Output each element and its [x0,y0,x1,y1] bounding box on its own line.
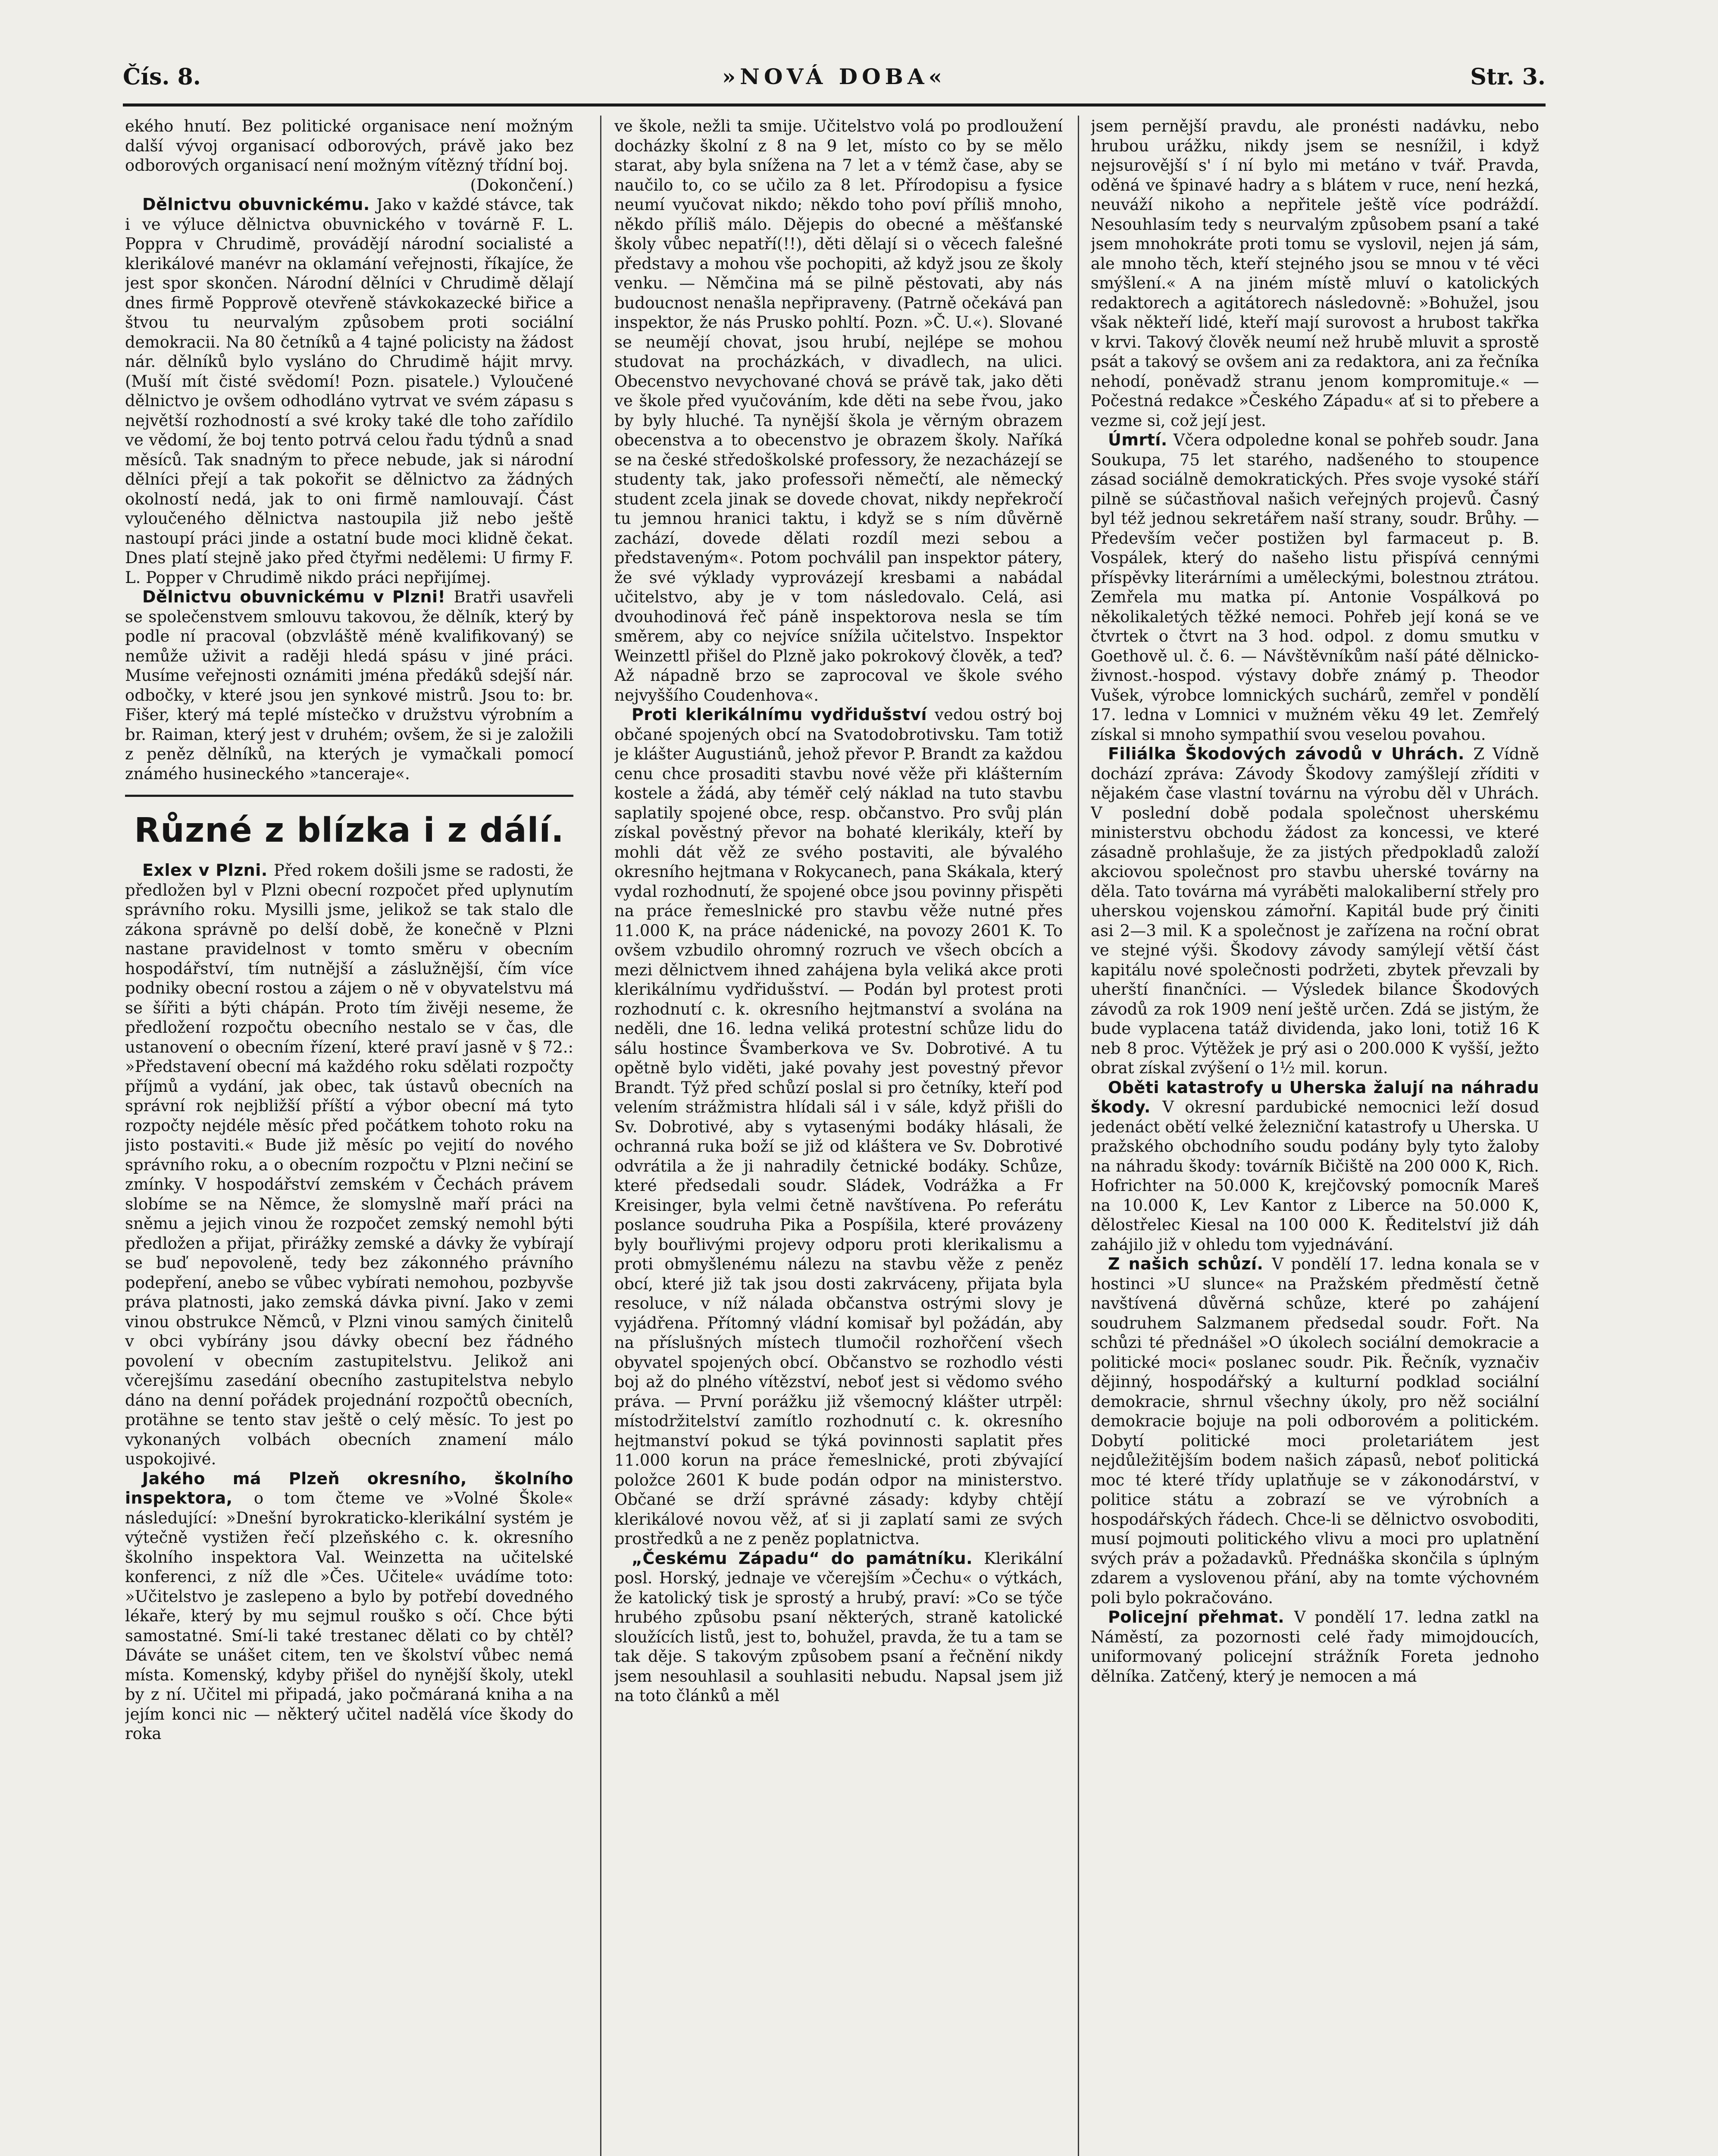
column-divider [1078,116,1079,2156]
article-skoda [1091,744,1539,1078]
article-heading: Úmrtí. [1108,430,1173,449]
article-heading: Dělnictvu obuvnickému v Plzni! [142,587,454,606]
article-text: V pondělí 17. ledna konala se v hostinci »U slunce« na Pražském předměstí četně navštívená důvěrná schůze, které po zahájení soudruhem Salzmanem předsedal soudr. Fořt. Na schůzi té přednášel »O úkolech sociální demokracie a politické moci« poslanec soudr. Pik. Řečník, vyznačiv dějinný, hospodářský a kulturní podklad sociální demokracie, shrnul všechny úkoly, pro něž sociální demokracie bojuje na poli odborovém a politickém. Dobytí politické moci proletariátem jest nejdůležitějším bodem našich zápasů, neboť politická moc té které třídy uplatňuje se v zákonodárství, v politice státu a zobrazí se ve výrobních a hospodářských řádech. Chce-li se dělnictvo osvoboditi, musí pojmouti politického vlivu a moci pro uplatnění svých práv a požadavků. Přednáška skončila s úplným zdarem a vyslovenou přání, aby na tomte výchovném poli bylo pokračováno. [1091,1255,1539,1607]
article-text: vedou ostrý boj občané spojených obcí na Svatodobrotivsku. Tam totiž je klášter Augustiánů, jehož převor P. Brandt za každou cenu chce prosaditi stavbu nové věže při klášterním kostele a žádá, aby téměř celý náklad na tuto stavbu saplatily spojené obce, resp. občanstvo. Pro svůj plán získal pověstný převor na bohaté klerikály, kteří by mohli dát věž ze svého postaviti, ale bývalého okresního hejtmana v Rokycanech, pana Skákala, který vydal rozhodnutí, že spojené obce jsou povinny přispěti na práce řemeslnické pro stavbu věže nutné přes 11.000 K, na práce nádenické, na povozy 2601 K. To ovšem vzbudilo ohromný rozruch ve všech obcích a mezi dělnictvem ihned zahájena byla veliká akce proti klerikálnímu vydřidušství. — Podán byl protest proti rozhodnutí c. k. okresního hejtmanství a svolána na neděli, dne 16. ledna veliká protestní schůze lidu do sálu hostince Švamberkova ve Sv. Dobrotivé. A tu opětně bylo viděti, jaké povahy jest povestný převor Brandt. Týž před schůzí poslal si pro četníky, kteří pod velením strážmistra hlídali sál i v sále, když přišli do Sv. Dobrotivé, aby s vytasenými bodáky hlásali, že ochranná ruka boží se již od kláštera ve Sv. Dobrotivé odvrátila a že ji nahradily četnické bodáky. Schůze, které předsedali soudr. Sládek, Vodrážka a Fr Kreisinger, byla velmi četně navštívena. Po referátu poslance soudruha Pika a Pospíšila, které provázeny byly bouřlivými projevy odporu proti klerikalismu a proti obmyšlenému nálezu na stavbu věže z peněz obcí, které již tak jsou dosti zakrváceny, přijata byla resoluce, v níž nálada občanstva ostrými slovy je vyjádřena. Přítomný vládní komisař byl požádán, aby na příslušných místech tlumočil rozhořčení všech obyvatel spojených obcí. Občanstvo se rozhodlo vésti boj až do plného vítězství, neboť jest si vědomo svého práva. — První porážku již všemocný klášter utrpěl: místodržitelství zamítlo rozhodnutí c. k. okresního hejtmanství pokud se týká povinnosti saplatit přes 11.000 korun na práce řemeslnické, proti zbývající položce 2601 K bude podán odpor na ministerstvo. Občané se drží správné zásady: kdyby chtějí klerikálové novou věž, ať si ji zaplatí sami ze svých prostředků a ne z peněz poplatnictva. [614,705,1063,1548]
article-text: V okresní pardubické nemocnici leží dosud jedenáct obětí velké železniční katastrofy u Uherska. U pražského obchodního soudu podány byly tyto žaloby na náhradu škody: továrník Bičiště na 200 000 K, Rich. Hofrichter na 50.000 K, krejčovský pomocník Mareš na 10.000 K, Lev Kantor z Liberce na 50.000 K, dělostřelec Kiesal na 100 000 K. Ředitelství již dáh zahájilo již v ohledu tom vyjednávání. [1091,1098,1539,1254]
column-3 [1091,116,1539,2156]
article-umrti [1091,430,1539,744]
article-vydridusstvi [614,705,1063,1549]
column-1 [125,116,573,2156]
article-text: Klerikální posl. Horský, jednaje ve včerejším »Čechu« o výtkách, že katolický tisk je sprostý a hrubý, praví: »Co se týče hrubého způsobu psaní některých, straně katolické sloužících listů, jest to, bohužel, pravda, že tu a tam se tak děje. S takovým způsobem psaní a řečnění nikdy jsem nesouhlasil a souhlasiti nebudu. Napsal jsem již na toto článků a měl [614,1549,1063,1705]
article-text: Bratři usavřeli se společenstvem smlouvu takovou, že dělník, který by podle ní pracoval (obzvláště méně kvalifikovaný) se nemůže uživit a raději hledá spásu v jiné práci. Musíme veřejnosti oznámiti jména předáků sdejší nár. odbočky, v které jsou jen synkové mistrů. Jsou to: br. Fišer, který má teplé místečko v družstvu výrobním a br. Raiman, který jest v druhém; ovšem, že si je založili z peněz dělníků, na kterých je vymačkali pomocí známého husineckého »tanceraje«. [125,588,573,783]
article-heading: Proti klerikálnímu vydřidušství [632,705,935,724]
article-heading: Exlex v Plzni. [142,861,274,880]
paragraph: jsem pernější pravdu, ale pronésti nadávku, nebo hrubou urážku, nikdy jsem se nesnížil, i když nejsurovější s' í ní bylo mi metáno v tvář. Pravda, oděná ve špinavé hadry a s blátem v ruce, není hezká, neuváží nikoho a nepřitele ještě více podráždí. Nesouhlasím tedy s neurvalým způsobem psaní a také jsem mnohokráte proti tomu se vyslovil, nejen já sám, ale mnoho těch, kteří stejného jsou se mnou v té věci smýšlení.« A na jiném místě mluví o katolických redaktorech a agitátorech následovně: »Bohužel, jsou však někteří lidé, kteří mají surovost a hrubost takřka v krvi. Takový člověk neumí než hrubě mluvit a sprostě psát a takový se ovšem ani za redaktora, ani za řečníka nehodí, poněvadž stranu jenom kompromituje.« — Počestná redakce »Českého Západu« ať si to přebere a vezme si, což její jest. [1091,117,1539,430]
article-heading: Dělnictvu obuvnickému. [142,195,377,214]
column-2 [614,116,1063,2156]
article-heading: Filiálka Škodových závodů v Uhrách. [1108,744,1474,763]
article-text: Před rokem došili jsme se radosti, že předložen byl v Plzni obecní rozpočet před uplynutím správního roku. Mysilli jsme, jelikož se tak stalo dle zákona správně po delší době, že konečně v Plzni nastane pravidelnost v tomto směru v obecním hospodářství, tím nutnější a záslužnější, čím více podniky obecní rostou a zájem o ně v obyvatelstvu má se šířiti a býti chápán. Proto tím živěji neseme, že předložení rozpočtu obecního nestalo se v čas, dle ustanovení o obecním řízení, které praví jasně v § 72.: »Představení obecní má každého roku sdělati rozpočty příjmů a vydání, jak obec, tak ústavů obecních na správní rok nejbližší příští a výbor obecní má tyto rozpočty nejdéle měsíc před počátkem tohoto roku na jisto postaviti.« Bude již měsíc po vejití do nového správního roku, a o obecním rozpočtu v Plzni nečiní se zmínky. V hospodářství zemském v Čechách právem slobíme se na Němce, že slomyslně maří práci na sněmu a jejich vinou že rozpočet zemský nemohl býti předložen a přijat, přirážky zemské a dávky že vybírají se buď nepovoleně, tedy bez zákonného právního podepření, anebo se vůbec vybírati nemohou, pozbyvše práva platnosti, jako zemská dávka pivní. Jako v zemi vinou obstrukce Němců, v Plzni vinou samých činitelů v obci vybírány jsou dávky obecní bez řádného povolení v obecním zastupitelstvu. Jelikož ani včerejšímu zasedání obecního zastupitelstva nebylo dáno na denní pořádek projednání rozpočtů obecních, protähne se tento stav ještě o celý měsíc. To jest po vykonaných volbách obecních znamení málo uspokojivé. [125,861,573,1468]
article-heading: Policejní přehmat. [1108,1608,1294,1626]
article-text: Z Vídně dochází zpráva: Závody Škodovy zamýšlejí zříditi v nějakém čase vlastní továrnu na výrobu děl v Uhrách. V poslední době podala společnost uherskému ministerstvu obchodu žádost za koncessi, ve které zásadně prohlašuje, že za jistých předpokladů založí akciovou společnost pro stavbu uherské továrny na děla. Tato továrna má vyráběti malokaliberní střely pro uherskou vojenskou zámořní. Kapitál bude prý činiti asi 2—3 mil. K a společnost je zařízena na roční obrat ve stejné výši. Škodovy závody samýlejí větší část kapitálu nové společnosti podržeti, zbytek převzali by uherští finančníci. — Výsledek bilance Škodových závodů za rok 1909 není ještě určen. Zdá se jistým, že bude vyplacena tatáž dividenda, jako loni, totiž 16 K neb 8 proc. Výtěžek je prý asi o 200.000 K vyšší, ježto obrat získal zvýšení o 1½ mil. korun. [1091,745,1539,1077]
column-divider [600,116,601,2156]
article-schuze [1091,1254,1539,1608]
article-delnictvu-obuvnickemu [125,195,573,587]
paragraph [125,116,573,175]
paragraph-text: ekého hnutí. Bez politické organisace není možným další vývoj organisací odborových, právě jako bez odborových organisací není možným vítězný třídní boj. [125,117,573,175]
section-title: Různé z blízka i z dálí. [134,811,564,850]
article-inspektor [125,1469,573,1744]
article-heading: Z našich schůzí. [1108,1254,1272,1273]
article-katastrofa [1091,1078,1539,1255]
article-cesky-zapad [614,1549,1063,1706]
page-number: Str. 3. [1470,64,1546,90]
article-obuvnici-plzen [125,587,573,783]
article-text: Včera odpoledne konal se pohřeb soudr. Jana Soukupa, 75 let starého, nadšeného to stoupence zásad sociálně demokratických. Přes svoje vysoké stáří pilně se súčastňoval našich veřejných projevů. Časný byl též jednou sekretářem naší strany, soudr. Brůhy. — Především večer postižen byl farmaceut p. B. Vospálek, který do našeho listu přispívá cennými příspěvky literárními a uměleckými, bolestnou ztrátou. Zemřela mu matka pí. Antonie Vospálková po několikaletých těžké nemoci. Pohřeb její koná se ve čtvrtek o čtvrt na 3 hod. odpol. z domu smutku v Goethově ul. č. 6. — Návštěvníkům naší páté dělnicko-živnost.-hospod. výstavy dobře známý p. Theodor Vušek, výrobce lomnických suchárů, zemřel v pondělí 17. ledna v Lomnici v mužném věku 49 let. Zemřelý získal si mnoho sympathií svou veselou povahou. [1091,431,1539,744]
article-heading: Jakého má Plzeň okresního, školního inspektora, [125,1469,573,1507]
header-rule [123,103,1546,107]
article-heading: „Českému Západu“ do památníku. [632,1548,984,1568]
continuation-note: (Dokončení.) [470,175,573,194]
page-header [123,60,1546,108]
article-text: V pondělí 17. ledna zatkl na Náměstí, za pozornosti celé řady mimojdoucích, uniformovaný policejní strážník Foreta jednoho dělníka. Zatčený, který je nemocen a má [1091,1608,1539,1686]
article-policejni-prehmat [1091,1608,1539,1686]
issue-number: Čís. 8. [123,64,201,90]
article-exlex [125,861,573,1469]
article-text: Jako v každé stávce, tak i ve výluce dělnictva obuvnického v továrně F. L. Poppra v Chrudimě, provádějí národní socialisté a klerikálové manévr na oklamání veřejnosti, říkajíce, že jest spor skončen. Národní dělníci v Chrudimě dělají dnes firmě Popprově otevřeně stávkokazecké biřice a štvou tu neurvalým způsobem proti sociální demokracii. Na 80 četníků a 4 tajné policisty na žádost nár. dělníků bylo vysláno do Chrudimě hájit mrvy. (Muší mít čisté svědomí! Pozn. pisatele.) Vyloučené dělnictvo je ovšem odhodláno vytrvat ve svém zápasu s největší rozhodností a své kroky také dle toho zařídilo ve vědomí, že boj tento potrvá celou řadu týdnů a snad měsíců. Tak snadným to přece nebude, jak si národní dělníci přejí a tak pokořit se dělnictvo za žádných okolností nedá, jak to oni firmě namlouvají. Část vyloučeného dělnictva nastoupila již nebo ještě nastoupí práci jinde a ostatní bude moci klidně čekat. Dnes platí stejně jako před čtyřmi nedělemi: U firmy F. L. Popper v Chrudimě nikdo práci nepřijímej. [125,195,573,587]
masthead-title: »NOVÁ DOBA« [722,64,946,89]
article-heading: Oběti katastrofy u Uherska žalují na náhradu škody. [1091,1078,1539,1116]
article-text: o tom čteme ve »Volné Škole« následující: »Dnešní byrokraticko-klerikální systém je výtečně vystižen řečí plzeňského c. k. okresního školního inspektora Val. Weinzetta na učitelské konferenci, z níž dle »Čes. Učitele« uvádíme toto: »Učitelstvo je zaslepeno a bylo by potřebí dovedného lékaře, který by mu sejmul rouško s očí. Chce býti samostatné. Smí-li také trestanec dělati co by chtěl? Dáváte se unášet citem, ten ve školství vůbec nemá místa. Komenský, kdyby přišel do nynější školy, utekl by z ní. Učitel mi připadá, jako počmáraná kniha a na jejím konci nic — některý učitel nadělá více škody do roka [125,1489,573,1743]
paragraph: ve škole, nežli ta smije. Učitelstvo volá po prodloužení docházky školní z 8 na 9 let, místo co by se mělo starat, aby byla snížena na 7 let a v témž čase, aby se naučilo to, co se učilo za 8 let. Přírodopisu a fysice neumí vyučovat nikdo; někdo toho poví příliš mnoho, někdo příliš málo. Dějepis do obecné a měšťanské školy vůbec nepatří(!!), děti dělají si o věcech falešné představy a mohou vše pochopiti, až když jsou ze školy venku. — Němčina má se pilně pěstovati, aby nás budoucnost nenašla nepřipraveny. (Patrně očekává pan inspektor, že nás Prusko pohltí. Pozn. »Č. U.«). Slované se neumějí chovat, jsou hrubí, nejlépe se mohou studovat na procházkách, v divadlech, na ulici. Obecenstvo nevychované chová se právě tak, jako děti ve škole před vyučováním, kde děti na sebe řvou, jako by byly hluché. Ta nynější škola je věrným obrazem obecenstva a to obecenstvo je obrazem školy. Naříká se na české středoškolské professory, že nezacházejí se studenty tak, jako professoři němečtí, ale německý student zcela jinak se dovede chovat, nikdy nepřekročí tu jemnou hranici taktu, i když se s ním důvěrně zachází, dovede dělati rozdíl mezi sebou a představeným«. Potom pochválil pan inspektor pátery, že své výklady vyprovázejí kresbami a nabádal učitelstvo, aby je v tom následovalo. Celá, asi dvouhodinová řeč páně inspektorova nesla se tím směrem, aby co nejvíce snížila učitelstvo. Inspektor Weinzettl přišel do Plzně jako pokrokový člověk, a teď? Až nápadně brzo se zaprocoval ve škole svého nejvyššího Coudenhova«. [614,117,1063,705]
section-rule [125,795,573,797]
